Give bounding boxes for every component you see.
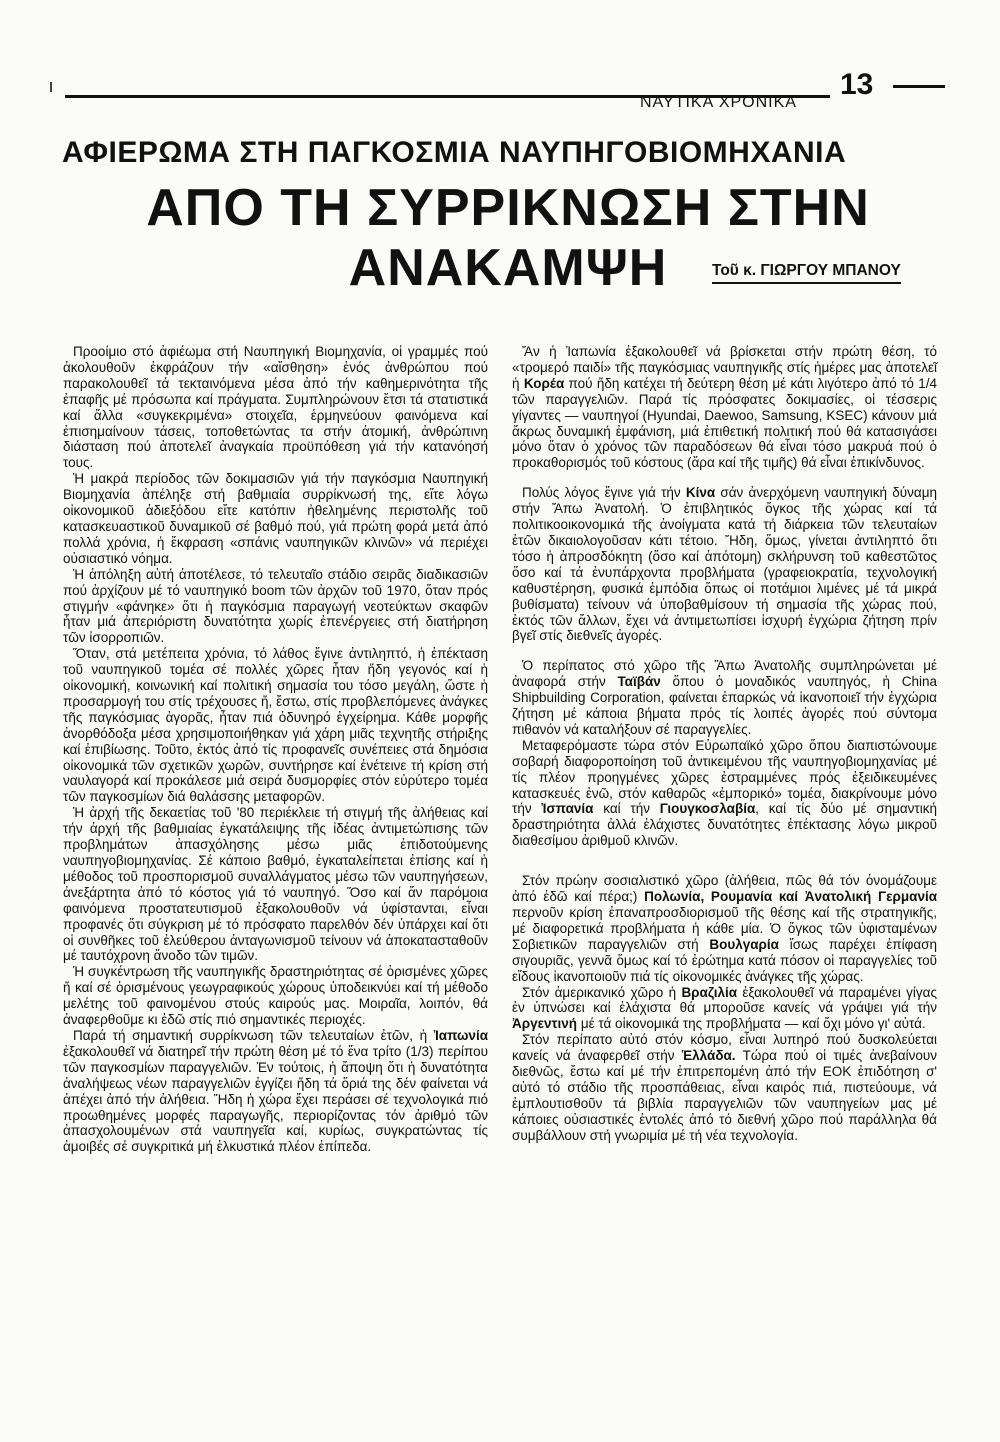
header-rule-right	[893, 85, 945, 88]
text-run: περνοῦν κρίση ἐπαναπροσδιορισμοῦ τῆς θέσης καί τῆς στρατηγικῆς, μέ διαφορετικά προβλήματα ἡ κάθε μία. Ὁ ὄγκος τῶν ὑφισταμένων Σοβιετικῶν παραγγελιῶν στή	[512, 905, 937, 952]
text-run: Στόν πρώην σοσιαλιστικό χῶρο (ἀλήθεια, πῶς θά τόν ὀνομάζουμε ἀπό ἐδῶ καί πέρα;)	[512, 873, 937, 905]
bold-country: Ἀργεντινή	[512, 1016, 578, 1032]
paragraph: Ἡ ἀπόληξη αὐτή ἀποτέλεσε, τό τελευταῖο στάδιο σειρᾶς διαδικασιῶν πού ἀρχίζουν μέ τό ναυπηγικό boom τῶν ἀρχῶν τοῦ 1970, ὅταν πρός στιγμήν «φάνηκε» ὅτι ἡ παγκόσμια παραγωγή νεοτεύκτων σκαφῶν ἦταν μιά ἀπεριόριστη δυνατότητα χωρίς ἐπενέργειες στή διατήρηση τῶν ἰσορροπιῶν.	[63, 566, 488, 646]
paragraph: Ὅταν, στά μετέπειτα χρόνια, τό λάθος ἔγινε ἀντιληπτό, ἡ ἐπέκταση τοῦ ναυπηγικοῦ τομέα σέ πολλές χῶρες ἦταν ἤδη γεγονός καί ἡ οἰκονομική, κοινωνική καί πολιτική σημασία του τόσο μεγάλη, ὥστε ἡ προσαρμογή του στίς τρέχουσες ἤ, ἔστω, στίς προβλεπόμενες ἀνάγκες τῆς παγκόσμιας ἀγορᾶς, ἦταν πιά ὀδυνηρό ἐγχείρημα. Κάθε μορφῆς ἀνορθόδοξα μέσα χρησιμοποιήθηκαν γιά χάρη μιᾶς τεχνητῆς στήριξης καί ἐπιβίωσης. Τοῦτο, ἐκτός ἀπό τίς προφανεῖς συνέπειες στά δημόσια οἰκονομικά τῶν σχετικῶν χωρῶν, συντήρησε καί ἐνέτεινε τή κρίση στή ναυλαγορά καί προκάλεσε μιά σειρά δυσμορφίες στόν εὐρύτερο τομέα τῶν παγκοσμίων διά θαλάσσης μεταφορῶν.	[63, 646, 488, 805]
bold-country: Βουλγαρία	[709, 936, 779, 952]
bold-country: Ταϊβάν	[617, 674, 661, 690]
paragraph	[512, 985, 937, 1033]
text-run: μέ τά οἰκονομικά της προβλήματα — καί ὄχι μόνο γι' αὐτά.	[577, 1016, 926, 1032]
text-run: σάν ἀνερχόμενη ναυπηγική δύναμη στήν Ἄπω Ἀνατολή. Ὁ ἐπιβλητικός ὄγκος τῆς χώρας καί τά πολιτικοοικονομικά τῆς ἀνοίγματα κατά τή διάρκεια τῶν τελευταίων ἐτῶν δικαιολογοῦσαν κάτι τέτοιο. Ἤδη, ὅμως, γίνεται ἀντιληπτό ὅτι τόσο ἡ ἀπροσδόκητη (ὅσο καί ἀπότομη) σκλήρυνση τοῦ καθεστῶτος ὅσο καί τά ἐνυπάρχοντα προβλήματα (γραφειοκρατία, τεχνολογική καθυστέρηση, φυσικά ἐμπόδια ὅπως οἱ ποτάμιοι λιμένες μέ τά μικρά βυθίσματα) τείνουν νά ὑποβαθμίσουν τή σημασία τῆς χώρας πού, ἐκτός τῶν ἄλλων, ἔχει νά ἀντιμετωπίσει ἰσχυρή ἐγχώρια ζήτηση πρίν βγεῖ στίς διεθνεῖς ἀγορές.	[512, 485, 937, 644]
text-run: πού ἤδη κατέχει τή δεύτερη θέση μέ κάτι λιγότερο ἀπό τό 1/4 τῶν παραγγελιῶν. Παρά τίς πρόσφατες δοκιμασίες, οἱ τέσσερις γίγαντες — ναυπηγοί (Hyundai, Daewoo, Samsung, KSEC) κάνουν μιά ἄκρως δυναμική ἐμφάνιση, μιά ἐπιθετική πολιτική πού θά κατασιγάσει μόνο ὅταν ὁ χρόνος τῶν παραδόσεων θά εἶναι τόσο μακρυά πού ὁ προκαθορισμός τοῦ κόστους (ἄρα καί τῆς τιμῆς) θά εἶναι ἐπικίνδυνος.	[512, 375, 937, 471]
text-run: Παρά τή σημαντική συρρίκνωση τῶν τελευταίων ἐτῶν, ἡ	[73, 1027, 434, 1043]
paragraph	[512, 658, 937, 738]
text-run: Στόν ἀμερικανικό χῶρο ἡ	[522, 984, 682, 1000]
right-column	[512, 344, 937, 1144]
margin-mark	[50, 82, 52, 92]
paragraph	[512, 738, 937, 849]
text-run: ὅπου ὁ μοναδικός ναυπηγός, ἡ China Shipbuilding Corporation, φαίνεται ἐπαρκώς νά ἱκανοποιεῖ τήν ἐγχώρια ζήτηση μέ κάποια βήματα πρός τίς λοιπές ἀγορές πού σύντομα πιθανόν νά καταλήξουν σέ παραγγελίες.	[512, 674, 938, 737]
paragraph: Ἡ ἀρχή τῆς δεκαετίας τοῦ '80 περιέκλειε τή στιγμή τῆς ἀλήθειας καί τήν ἀρχή τῆς βαθμιαίας ἐγκατάλειψης τῆς ἰδέας ἀντιμετώπισης τῶν προβλημάτων ἀπασχόλησης μέσω μιᾶς ἐπιδοτούμενης ναυπηγοβιομηχανίας. Σέ κάποιο βαθμό, ἐγκαταλείπεται ἐπίσης καί ἡ μέθοδος τοῦ προσπορισμοῦ συναλλάγματος μέσω τῶν ναυπηγήσεων, ἀνεξάρτητα ἀπό τό κόστος γιά τό ναυπηγό. Ὅσο καί ἄν παρόμοια φαινόμενα προστατευτισμοῦ ἐξακολουθοῦν νά ὑφίστανται, εἶναι προφανές ὅτι σύγκριση μέ τό πρόσφατο παρελθόν δέν ὑπάρχει καί ὅτι οἱ συνθῆκες τοῦ ἐλεύθερου ἀνταγωνισμοῦ τείνουν νά ἀποκατασταθοῦν μέ ταυτόχρονη ἄνοδο τῶν τιμῶν.	[63, 805, 488, 964]
paragraph: Ἡ συγκέντρωση τῆς ναυπηγικῆς δραστηριότητας σέ ὁρισμένες χῶρες ἤ καί σέ ὁρισμένους γεωγραφικούς χώρους ὑποδεικνύει καί τή μέθοδο μελέτης τοῦ φαινομένου στούς καιρούς μας. Μοιραῖα, λοιπόν, θά ἀναφερθοῦμε κι ἐδῶ στίς πιό σημαντικές περιοχές.	[63, 964, 488, 1028]
article-byline: Τοῦ κ. ΓΙΩΡΓΟΥ ΜΠΑΝΟΥ	[712, 262, 901, 284]
text-run: Πολύς λόγος ἔγινε γιά τήν	[522, 485, 686, 501]
paragraph	[512, 344, 937, 471]
text-run: Ἄν ἡ Ἰαπωνία ἐξακολουθεῖ νά βρίσκεται στήν πρώτη θέση, τό «τρομερό παιδί» τῆς παγκόσμιας ναυπηγικῆς στίς ἡμέρες μας ἀποτελεῖ ἡ	[512, 344, 937, 391]
paragraph	[512, 873, 937, 984]
article-kicker: ΑΦΙΕΡΩΜΑ ΣΤΗ ΠΑΓΚΟΣΜΙΑ ΝΑΥΠΗΓΟΒΙΟΜΗΧΑΝΙΑ	[62, 136, 847, 169]
running-head: ΝΑΥΤΙΚΑ ΧΡΟΝΙΚΑ	[640, 94, 797, 111]
bold-country: Ἰαπωνία	[433, 1027, 488, 1043]
paragraph: Προοίμιο στό ἀφιέωμα στή Ναυπηγική Βιομηχανία, οἱ γραμμές πού ἀκολουθοῦν ἐκφράζουν τήν «αἴσθηση» ἑνός ἀνθρώπου πού παρακολουθεῖ τά τεκταινόμενα μέσα ἀπό τήν καθημερινότητα τῆς ἐπαφῆς μέ πρόσωπα καί πράγματα. Συμπληρώνουν ἔτσι τά στατιστικά καί ἄλλα «συγκεκριμένα» στοιχεῖα, ἑρμηνεύουν φαινόμενα καί ἐπισημαίνουν τάσεις, τοποθετώντας τα στήν ἀτομική, ἀνθρώπινη διάσταση πού ἀποτελεῖ ἀναγκαία προϋπόθεση γιά τήν κατανόησή τους.	[63, 344, 488, 471]
left-column	[63, 344, 488, 1155]
bold-country: Γιουγκοσλαβία	[659, 801, 756, 817]
text-run: ἐξακολουθεῖ νά διατηρεῖ τήν πρώτη θέση μέ τό ἕνα τρίτο (1/3) περίπου τῶν παγκοσμίων παραγγελιῶν. Ἐν τούτοις, ἡ ἄποψη ὅτι ἡ δυνατότητα ἀναλήψεως νέων παραγγελιῶν ἐγγίζει ἤδη τά ὅριά της δέν φαίνεται νά ἀπέχει ἀπό τήν ἀλήθεια. Ἤδη ἡ χώρα ἔχει περάσει σέ τεχνολογικά πιό προωθημένες μορφές παραγωγῆς, περιορίζοντας τόν ἀριθμό τῶν ἀπασχολουμένων στά ναυπηγεῖα καί, κυρίως, συγκρατώντας τίς ἀμοιβές σέ συγκριτικά μή ἑλκυστικά πλέον ἐπίπεδα.	[63, 1043, 488, 1155]
bold-country: Ἑλλάδα.	[681, 1048, 736, 1064]
paragraph: Ἡ μακρά περίοδος τῶν δοκιμασιῶν γιά τήν παγκόσμια Ναυπηγική Βιομηχανία ἀπέληξε στή βαθμιαία συρρίκνωσή της, εἴτε λόγω οἰκονομικοῦ ἀδιεξόδου εἴτε κατόπιν ἠθελημένης περιστολῆς τοῦ κατασκευαστικοῦ δυναμικοῦ σέ βαθμό πού, γιά πρώτη φορά μετά ἀπό πολλά χρόνια, ἡ ἔκφραση «σπάνις ναυπηγικῶν κλινῶν» νά περιέχει οὐσιαστικό νόημα.	[63, 471, 488, 566]
text-run: Στόν περίπατο αὐτό στόν κόσμο, εἶναι λυπηρό πού δυσκολεύεται κανείς νά ἀναφερθεῖ στήν	[512, 1032, 937, 1064]
paragraph	[63, 1028, 488, 1155]
text-run: Μεταφερόμαστε τώρα στόν Εὐρωπαϊκό χῶρο ὅπου διαπιστώνουμε σοβαρή διαφοροποίηση τοῦ ἀντικειμένου τῆς ναυπηγοβιομηχανίας μέ τίς πλέον προηγμένες χῶρες ἐστραμμένες πρός ἐξειδικευμένες κατασκευές ἐνῶ, στόν καθαρῶς «ἐμπορικό» τομέα, διακρίνουμε μόνο τήν	[512, 737, 937, 817]
bold-country: Ἰσπανία	[541, 801, 594, 817]
bold-country: Πολωνία, Ρουμανία καί Ἀνατολική Γερμανία	[644, 889, 938, 905]
text-run: ἐξακολουθεῖ νά παραμένει γίγας ἐν ὑπνώσει καί ἐλάχιστα θά μποροῦσε κανείς νά γράψει γιά τήν	[512, 984, 937, 1016]
paragraph	[512, 485, 937, 644]
text-run: ἴσως παρέχει ἐπίφαση σιγουριᾶς, γεννᾶ ὅμως καί τό ἐρώτημα κατά πόσον οἱ παραγγελίες τοῦ εἴδους ἱκανοποιοῦν πιά τίς οἰκονομικές ἀνάγκες τῆς χώρας.	[512, 936, 938, 984]
bold-country: Κορέα	[523, 375, 565, 391]
bold-country: Κίνα	[685, 485, 716, 501]
article-headline: ΑΠΟ ΤΗ ΣΥΡΡΙΚΝΩΣΗ ΣΤΗΝ ΑΝΑΚΑΜΨΗ	[146, 179, 870, 297]
text-run: Ὁ περίπατος στό χῶρο τῆς Ἄπω Ἀνατολῆς συμπληρώνεται μέ ἀναφορά στήν	[512, 658, 937, 690]
text-run: Τώρα πού οἱ τιμές ἀνεβαίνουν διεθνῶς, ἔστω καί μέ τήν ἐπιτρεπομένη ἀπό τήν ΕΟΚ ἐπιδότηση σ' αὐτό τό στάδιο τῆς προσπάθειας, εἶναι καιρός πιά, πιστεύουμε, νά ἐμπλουτισθοῦν τά βιβλία παραγγελιῶν τῶν ναυπηγείων μας μέ κάποιες οὐσιαστικές ἐντολές ἀπό τό διεθνή χῶρο πού παράλληλα θά συμβάλλουν στή γνωριμία μέ τή νέα τεχνολογία.	[512, 1048, 937, 1143]
text-run: , καί τίς δύο μέ σημαντική δραστηριότητα ἀλλά ἐλάχιστες δυνατότητες ἐπέκτασης λόγω μικροῦ διαθεσίμου ἀριθμοῦ κλινῶν.	[512, 801, 938, 849]
text-run: καί τήν	[593, 801, 660, 817]
paragraph	[512, 1032, 937, 1143]
bold-country: Βραζιλία	[681, 984, 738, 1000]
page-number: 13	[840, 68, 874, 101]
